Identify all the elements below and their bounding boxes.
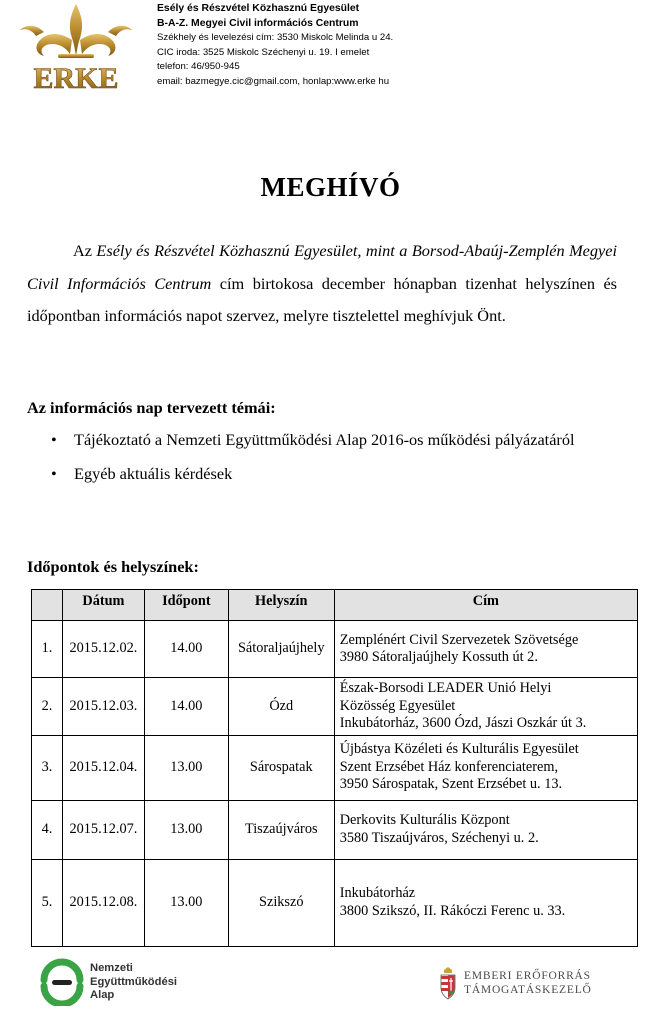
intro-paragraph — [27, 235, 617, 333]
row-date: 2015.12.07. — [62, 800, 144, 859]
bullet-icon: • — [51, 430, 57, 449]
row-time: 13.00 — [144, 859, 228, 946]
row-time: 13.00 — [144, 800, 228, 859]
org-contact-block — [157, 2, 393, 89]
logo-wordmark: ERKE — [33, 62, 119, 92]
coat-of-arms-icon — [438, 966, 458, 1002]
intro-organization: Esély és Részvétel Közhasznú Egyesület, mint a Borsod-Abaúj-Zemplén Megyei Civil Információs Centrum — [27, 241, 617, 293]
org-name: Esély és Részvétel Közhasznú Egyesület — [157, 3, 360, 14]
column-header-place: Helyszín — [228, 590, 334, 621]
emet-wordmark: EMBERI ERŐFORRÁS TÁMOGATÁSKEZELŐ — [464, 970, 592, 996]
row-place: Ózd — [228, 678, 334, 736]
row-place: Tiszaújváros — [228, 800, 334, 859]
office-address: CIC iroda: 3525 Miskolc Széchenyi u. 19. I emelet — [157, 46, 370, 58]
list-item: • Egyéb aktuális kérdések — [27, 459, 617, 489]
row-number: 1. — [32, 621, 63, 678]
table-row — [32, 800, 638, 859]
row-number: 5. — [32, 859, 63, 946]
page-title: MEGHÍVÓ — [260, 172, 401, 202]
phone: telefon: 46/950-945 — [157, 61, 240, 72]
row-time: 14.00 — [144, 678, 228, 736]
intro-lead: Az — [73, 241, 97, 260]
table-row — [32, 735, 638, 800]
table-header-row — [32, 590, 638, 621]
row-address: Észak-Borsodi LEADER Unió Helyi Közösség Egyesület Inkubátorház, 3600 Ózd, Jászi Oszkár út 3. — [334, 678, 637, 736]
row-date: 2015.12.04. — [62, 735, 144, 800]
nea-wordmark: Nemzeti Együttműködési Alap — [90, 962, 178, 1002]
seat-address: Székhely és levelezési cím: 3530 Miskolc Melinda u 24. — [157, 32, 394, 43]
schedule-heading: Időpontok és helyszínek: — [27, 557, 199, 576]
row-number: 3. — [32, 735, 63, 800]
row-date: 2015.12.08. — [62, 859, 144, 946]
row-time: 13.00 — [144, 735, 228, 800]
column-header-number — [32, 590, 63, 621]
table-row — [32, 859, 638, 946]
row-number: 2. — [32, 678, 63, 736]
topics-list — [27, 425, 617, 493]
column-header-address: Cím — [334, 590, 637, 621]
letterhead — [0, 0, 661, 100]
bullet-icon: • — [51, 464, 57, 483]
row-place: Szikszó — [228, 859, 334, 946]
nea-emblem-icon — [38, 958, 86, 1006]
column-header-time: Időpont — [144, 590, 228, 621]
email-website: email: bazmegye.cic@gmail.com, honlap:www.erke hu — [157, 75, 390, 87]
row-time: 14.00 — [144, 621, 228, 678]
row-place: Sárospatak — [228, 735, 334, 800]
row-address: Derkovits Kulturális Központ 3580 Tiszaújváros, Széchenyi u. 2. — [334, 800, 637, 859]
erke-logo — [14, 2, 138, 92]
nea-logo — [38, 958, 258, 1008]
center-name: B-A-Z. Megyei Civil információs Centrum — [157, 17, 359, 29]
column-header-date: Dátum — [62, 590, 144, 621]
emet-logo — [438, 966, 638, 1006]
list-item: • Tájékoztató a Nemzeti Együttműködési Alap 2016-os működési pályázatáról — [27, 425, 617, 455]
schedule-table — [31, 589, 638, 947]
row-address: Inkubátorház 3800 Szikszó, II. Rákóczi Ferenc u. 33. — [334, 859, 637, 946]
row-place: Sátoraljaújhely — [228, 621, 334, 678]
row-date: 2015.12.03. — [62, 678, 144, 736]
row-date: 2015.12.02. — [62, 621, 144, 678]
row-address: Újbástya Közéleti és Kulturális Egyesület Szent Erzsébet Ház konferenciaterem, 3950 Sárospatak, Szent Erzsébet u. 13. — [334, 735, 637, 800]
table-row — [32, 621, 638, 678]
row-address: Zemplénért Civil Szervezetek Szövetsége 3980 Sátoraljaújhely Kossuth út 2. — [334, 621, 637, 678]
intro-rest: cím birtokosa december hónapban tizenhat helyszínen és időpontban információs napot szervez, melyre tisztelettel meghívjuk Önt. — [27, 273, 618, 326]
topics-heading: Az információs nap tervezett témái: — [27, 398, 276, 417]
table-row — [32, 678, 638, 736]
row-number: 4. — [32, 800, 63, 859]
